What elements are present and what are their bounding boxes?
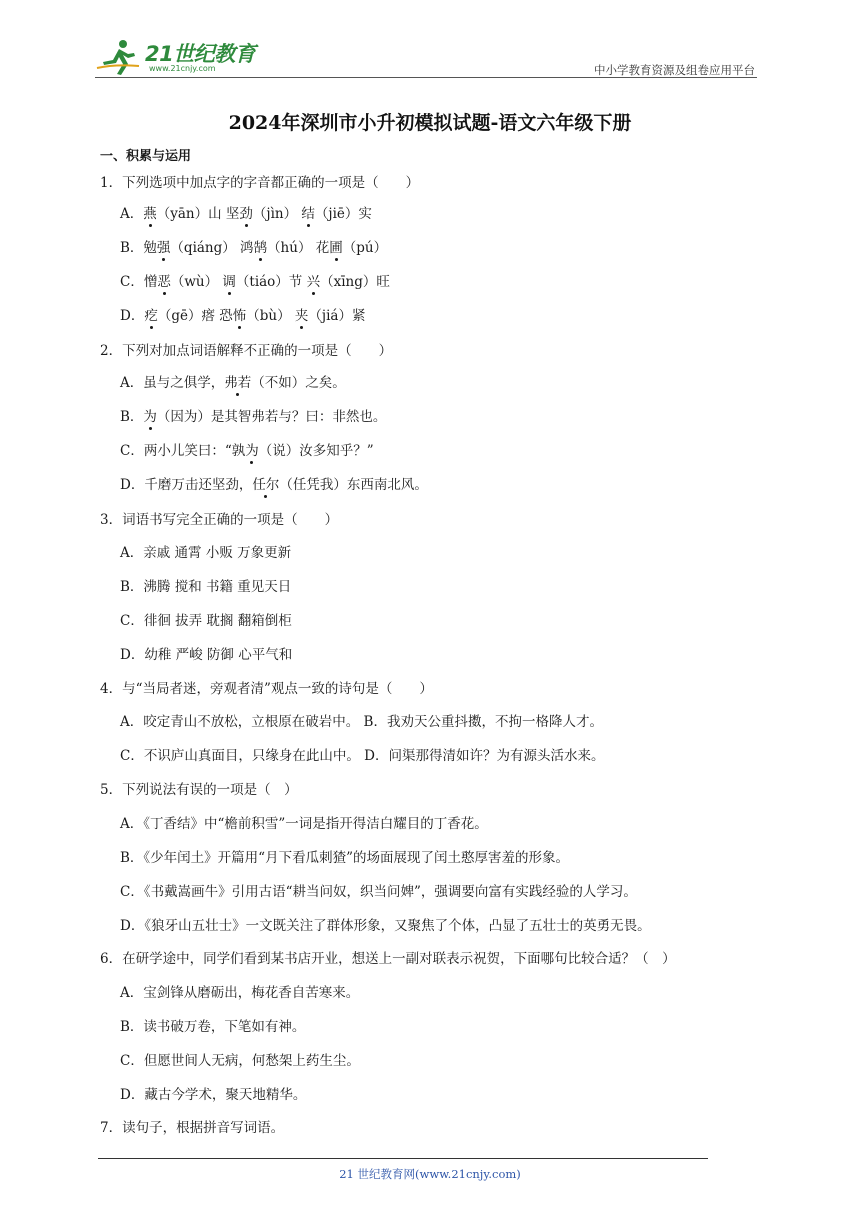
answer-option [120, 239, 387, 257]
answer-option [120, 442, 374, 460]
answer-option [120, 713, 603, 731]
option-text: （任凭我）东西南北风。 [279, 477, 428, 493]
option-text: （说）汝多知乎？” [258, 443, 374, 459]
option-text: B． [120, 409, 144, 425]
option-text: C．徘徊 拔弄 耽搁 翻箱倒柜 [120, 613, 292, 629]
question-stem: 3．词语书写完全正确的一项是（ ） [100, 512, 339, 528]
answer-option [120, 849, 569, 867]
answer-option [120, 273, 390, 291]
option-text: C．两小儿笑曰：“孰 [120, 443, 246, 459]
option-text: （yān）山 坚 [156, 206, 240, 222]
answer-option [120, 1086, 306, 1104]
answer-option [120, 578, 291, 596]
platform-name: 中小学教育资源及组卷应用平台 [594, 63, 755, 77]
option-text: A．咬定青山不放松，立根原在破岩中。 B．我劝天公重抖擞，不拘一格降人才。 [120, 714, 603, 730]
question-stem: 5．下列说法有误的一项是（ ） [100, 782, 298, 798]
dotted-char: 疙 [144, 308, 158, 324]
option-text: （tiáo）节 [235, 274, 307, 290]
option-text: B．沸腾 搅和 书籍 重见天日 [120, 579, 292, 595]
option-text: （jiá）紧 [308, 308, 366, 324]
footer-source: 21 世纪教育网(www.21cnjy.com) [339, 1167, 521, 1181]
answer-option [120, 1018, 305, 1036]
option-text: （bù） [246, 308, 295, 324]
option-text: A． [120, 206, 144, 222]
option-text: B．勉 [120, 240, 157, 256]
question-stem: 7．读句子，根据拼音写词语。 [100, 1120, 285, 1136]
dotted-char: 为 [245, 443, 259, 459]
dotted-char: 夹 [294, 308, 309, 324]
option-text: （不如）之矣。 [251, 375, 346, 391]
answer-option [120, 544, 291, 562]
answer-option [120, 476, 428, 494]
answer-option [120, 815, 488, 833]
dotted-char: 任尔 [252, 477, 280, 493]
option-text: C．憎 [120, 274, 158, 290]
answer-option [120, 747, 604, 765]
option-text: （wù） [170, 274, 223, 290]
dotted-char: 燕 [143, 206, 157, 222]
answer-option [120, 374, 346, 392]
option-text: （jìn） [252, 206, 302, 222]
option-text: C．不识庐山真面目，只缘身在此山中。 D．问渠那得清如许？为有源头活水来。 [120, 748, 605, 764]
question-stem: 1．下列选项中加点字的字音都正确的一项是（ ） [100, 175, 420, 191]
page-header [95, 36, 757, 80]
dotted-char: 结 [301, 206, 315, 222]
question-stem: 6．在研学途中，同学们看到某书店开业，想送上一副对联表示祝贺，下面哪句比较合适？（ ） [100, 951, 676, 967]
answer-option [120, 205, 372, 223]
dotted-char: 弗若 [224, 375, 252, 391]
option-text: B．《少年闰土》开篇用“月下看瓜刺猹”的场面展现了闰土憨厚害羞的形象。 [120, 850, 569, 866]
dotted-char: 强 [156, 240, 171, 256]
option-text: （xīng）旺 [320, 274, 390, 290]
footer-divider [98, 1158, 708, 1159]
option-text: C．《书戴嵩画牛》引用古语“耕当问奴，织当问婢”，强调要向富有实践经验的人学习。 [120, 884, 637, 900]
answer-option [120, 612, 292, 630]
question-stem: 4．与“当局者迷，旁观者清”观点一致的诗句是（ ） [100, 681, 433, 697]
option-text: D．《狼牙山五壮士》一文既关注了群体形象，又聚焦了个体，凸显了五壮士的英勇无畏。 [120, 918, 651, 934]
question-stem: 2．下列对加点词语解释不正确的一项是（ ） [100, 343, 393, 359]
option-text: A．亲戚 通霄 小贩 万象更新 [120, 545, 292, 561]
dotted-char: 圃 [329, 240, 343, 256]
dotted-char: 鹄 [253, 240, 268, 256]
page-title: 2024年深圳市小升初模拟试题-语文六年级下册 [228, 112, 632, 134]
answer-option [120, 917, 651, 935]
option-text: D．幼稚 严峻 防御 心平气和 [120, 647, 293, 663]
dotted-char: 怖 [232, 308, 247, 324]
header-divider [95, 77, 757, 78]
section-heading: 一、积累与运用 [100, 149, 192, 164]
site-logo [95, 36, 255, 76]
runner-logo-icon [95, 38, 145, 78]
option-text: A．《丁香结》中“檐前积雪”一词是指开得洁白耀目的丁香花。 [120, 816, 488, 832]
answer-option [120, 1052, 360, 1070]
dotted-char: 恶 [157, 274, 171, 290]
option-text: B．读书破万卷，下笔如有神。 [120, 1019, 306, 1035]
option-text: （hú） 花 [267, 240, 330, 256]
option-text: D． [120, 308, 145, 324]
answer-option [120, 984, 359, 1002]
option-text: （jiē）实 [314, 206, 372, 222]
answer-option [120, 408, 386, 426]
dotted-char: 兴 [306, 274, 321, 290]
option-text: A．虽与之俱学， [120, 375, 225, 391]
answer-option [120, 883, 637, 901]
option-text: A．宝剑锋从磨砺出，梅花香自苦寒来。 [120, 985, 360, 1001]
option-text: D．千磨万击还坚劲， [120, 477, 253, 493]
dotted-char: 为 [143, 409, 157, 425]
dotted-char: 劲 [239, 206, 253, 222]
option-text: D．藏古今学术，聚天地精华。 [120, 1087, 307, 1103]
option-text: C．但愿世间人无病，何愁架上药生尘。 [120, 1053, 360, 1069]
option-text: （gē）瘩 恐 [157, 308, 233, 324]
answer-option [120, 646, 292, 664]
option-text: （pú） [342, 240, 388, 256]
option-text: （因为）是其智弗若与？曰：非然也。 [156, 409, 387, 425]
option-text: （qiáng） 鸿 [170, 240, 254, 256]
answer-option [120, 307, 365, 325]
dotted-char: 调 [222, 274, 236, 290]
logo-url: www.21cnjy.com [149, 64, 216, 73]
logo-text: 21世纪教育 [145, 42, 256, 66]
